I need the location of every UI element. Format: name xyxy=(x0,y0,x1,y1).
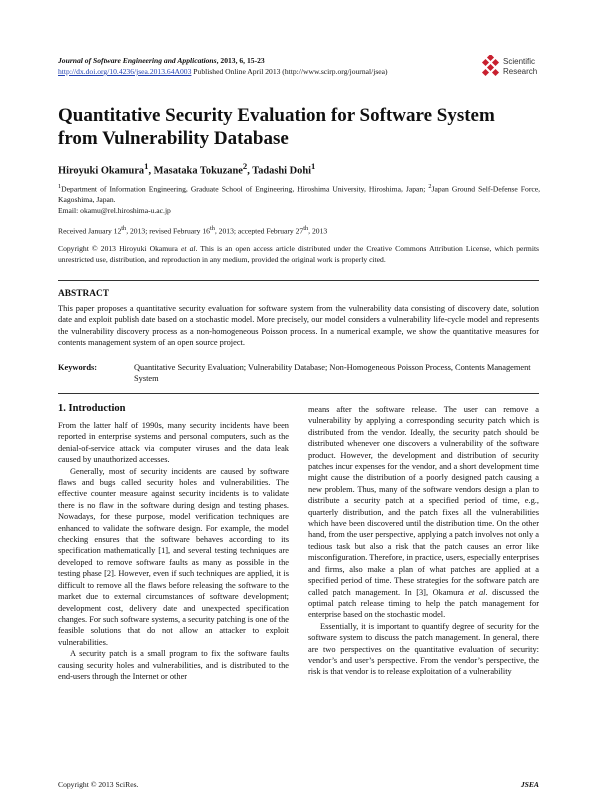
keywords-label: Keywords: xyxy=(58,363,98,372)
affil-mark: 1 xyxy=(58,183,62,190)
author-name: Masataka Tokuzane xyxy=(153,165,243,177)
keywords-text: Quantitative Security Evaluation; Vulnerability Database; Non-Homogeneous Poisson Process, Contents Management System xyxy=(134,363,531,384)
paragraph: From the latter half of 1990s, many security incidents have been reported in enterprise systems and personal computers, such as the denial-of-service attack via computer viruses and the data leak caused by unauthorized accesses. xyxy=(58,421,289,465)
copyright-text: Copyright © 2013 Hiroyuki Okamura xyxy=(58,244,181,253)
paragraph-text: . discussed the optimal patch release timing to help the patch management for enterprise based on the stochastic model. xyxy=(308,587,540,620)
footer-journal: JSEA xyxy=(520,780,539,789)
body-column-left xyxy=(58,420,289,682)
logo-text-line-1: Scientific xyxy=(503,57,536,66)
author-list xyxy=(58,160,538,177)
paragraph-text: means after the software release. The user can remove a vulnerability by applying a corresponding security patch which is distributed from the vendor. Ideally, the security patch should be distributed whenever one discovers a vulnerability of the software product. However, the development and distribution of security patches incur expenses for the vendor, and a short development time might cause the distribution of a poorly designed patch causing a new problem. Thus, many of the software vendors design a plan to distribute a security patch at a specified period of time, e.g., quarterly distribution, and the patch fixes all the vulnerabilities which have been discovered until the distribution time. On the other hand, from the user perspective, applying a patch involves not only a tedious task but also a risk that the patch causes an error like misconfiguration. Therefore, in practice, users, especially enterprises and firms, also make a plan of what patches are applied at a specified period of time. These strategies for the software patch are called patch management. In [3], Okamura xyxy=(308,405,539,597)
abstract-text: This paper proposes a quantitative security evaluation for software system from the vulnerability data consisting of discovery date, solution date and exploit publish date based on a stochastic model. More precisely, our model considers a vulnerability life-cycle model and represents the vulnerability discovery process as a non-homogeneous Poisson process. In a numerical example, we show the quantitative measures for contents management system of an open source project. xyxy=(58,304,539,347)
journal-issue: , 2013, 6, 15-23 xyxy=(216,56,265,65)
revised-sup: th xyxy=(209,225,215,232)
copyright-notice xyxy=(58,244,539,265)
affiliation-text xyxy=(58,182,540,206)
divider-top xyxy=(58,280,539,281)
accepted-year: , 2013 xyxy=(308,226,328,236)
affiliations xyxy=(58,182,540,216)
et-al: et al xyxy=(181,244,196,253)
abstract-heading: ABSTRACT xyxy=(58,289,110,299)
logo-text xyxy=(503,57,537,76)
body-column-right xyxy=(308,404,539,678)
author-separator: , xyxy=(247,165,253,177)
paper-title: Quantitative Security Evaluation for Software System from Vulnerability Database xyxy=(58,105,495,149)
license-text: . This is an open access article distributed under the Creative Commons Attribution License, which permits unrestricted use, distribution, and reproduction in any medium, provided the original work is properly cited. xyxy=(58,244,540,264)
author-affil-mark: 1 xyxy=(311,161,316,171)
revised-text: , 2013; revised February 16 xyxy=(126,226,210,236)
received-text: Received January 12 xyxy=(58,226,122,236)
affil-mark: 2 xyxy=(428,183,432,190)
author-separator: , xyxy=(148,165,154,177)
author-affil-mark: 2 xyxy=(242,161,248,171)
et-al: et al xyxy=(468,587,486,597)
scirp-logo xyxy=(481,55,541,81)
paragraph: Essentially, it is important to quantify degree of security for the software system to discuss the patch management. In general, there are two perspectives on the quantitative evaluation of security: vendor’s and user’s perspective. From the vendor’s perspective, the risk is that vendor is to release exploitation of a vulnerability xyxy=(308,621,539,677)
accepted-sup: th xyxy=(303,225,309,232)
doi-link[interactable]: http://dx.doi.org/10.4236/jsea.2013.64A003 xyxy=(58,67,192,76)
footer-copyright: Copyright © 2013 SciRes. xyxy=(58,780,139,789)
divider-bottom xyxy=(58,393,539,394)
author-name: Tadashi Dohi xyxy=(252,165,312,177)
paragraph: A security patch is a small program to fix the software faults causing security holes and vulnerabilities, and is distributed to the end-users through the Internet or other xyxy=(58,649,289,681)
journal-name xyxy=(58,56,478,66)
paragraph xyxy=(308,404,539,621)
accepted-text: , 2013; accepted February 27 xyxy=(214,226,304,236)
received-sup: th xyxy=(121,225,127,232)
affiliation-2: Japan Ground Self-Defense Force, Kagoshima, Japan. xyxy=(58,184,540,205)
journal-title: Journal of Software Engineering and Applications xyxy=(58,56,217,65)
received-dates xyxy=(58,224,538,237)
keywords xyxy=(58,362,539,385)
logo-text-line-2: Research xyxy=(503,66,538,76)
affiliation-1: Department of Information Engineering, Graduate School of Engineering, Hiroshima University, Hiroshima, Japan; xyxy=(61,184,429,194)
author-affil-mark: 1 xyxy=(144,161,149,171)
author-name: Hiroyuki Okamura xyxy=(58,165,145,177)
email: Email: okamu@rel.hiroshima-u.ac.jp xyxy=(58,205,171,215)
scirp-logo-icon xyxy=(481,55,501,77)
section-heading: 1. Introduction xyxy=(58,403,126,414)
doi-line xyxy=(58,67,488,77)
published-info: Published Online April 2013 (http://www.scirp.org/journal/jsea) xyxy=(193,67,388,76)
paragraph: Generally, most of security incidents are caused by software flaws and bugs called security holes and vulnerabilities. The effective counter measure against security incidents is to validate there is no flaw in the software during design and testing phases. Nowadays, for these purpose, model verification techniques are enhanced to validate the software design. For example, the model checking ensures that the software behaves according to its specification mathematically [1], and several testing techniques are developed to remove software faults as many as possible in the testing phase [2]. However, even if such techniques are applied, it is difficult to remove all the flaws before releasing the software to the market due to external circumstances of software development; development cost, delivery date and unexpected specification changes. For such software systems, a security patching is one of the feasible solutions that do not allow an attacker to exploit vulnerabilities. xyxy=(58,466,289,647)
